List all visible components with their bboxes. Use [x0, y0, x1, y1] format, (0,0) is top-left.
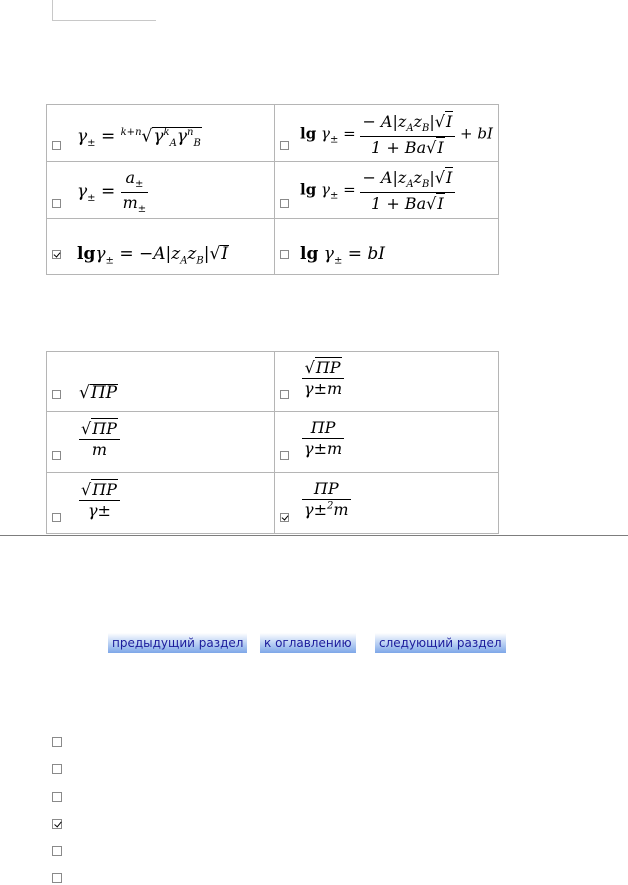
option-cell[interactable]: [275, 219, 499, 275]
checkbox[interactable]: [280, 513, 289, 522]
checkbox[interactable]: [52, 199, 61, 208]
formula: $\lg\gamma_\pm = -A|z_Az_B|√I$: [77, 244, 229, 267]
formula: $\gamma_\pm$ = $\frac{a_\pm}{m_\pm}$: [77, 168, 147, 215]
option-cell[interactable]: [275, 473, 499, 534]
option-cell[interactable]: [47, 412, 275, 473]
checkbox[interactable]: [52, 451, 61, 460]
next-section-button[interactable]: следующий раздел: [375, 633, 506, 653]
option-cell[interactable]: [275, 352, 499, 412]
formula: $\lg \gamma_\pm$ = $\frac{- A|z_Az_B|√I}{1 + Ba√I}$: [300, 167, 455, 214]
list-checkbox[interactable]: [52, 792, 62, 802]
checkbox[interactable]: [280, 250, 289, 259]
formula: $\frac{√ПР}{\gamma\pm m}$: [304, 358, 343, 398]
answer-grid-1: [46, 104, 499, 275]
answer-input-box[interactable]: [52, 0, 156, 21]
divider: [0, 535, 628, 536]
option-cell[interactable]: [47, 352, 275, 412]
checkbox[interactable]: [280, 141, 289, 150]
answer-grid-2: [46, 351, 499, 534]
formula: $\frac{√ПР}{\gamma\pm}$: [79, 479, 120, 521]
checkbox[interactable]: [280, 451, 289, 460]
toc-button[interactable]: к оглавлению: [260, 633, 356, 653]
option-cell[interactable]: [47, 473, 275, 534]
formula: $\lg \gamma_\pm$ = bI: [300, 244, 385, 267]
checkbox[interactable]: [52, 141, 61, 150]
option-cell[interactable]: [47, 219, 275, 275]
list-checkbox[interactable]: [52, 846, 62, 856]
formula: √ПР: [79, 383, 118, 403]
checkbox[interactable]: [280, 390, 289, 399]
option-cell[interactable]: [47, 162, 275, 219]
checkbox[interactable]: [52, 513, 61, 522]
formula: $\frac{√ПР}{m}$: [79, 418, 120, 460]
checkbox[interactable]: [52, 390, 61, 399]
list-checkbox[interactable]: [52, 737, 62, 747]
formula: $\gamma_\pm = ^{k+n}√\gamma^k_A\gamma^n_B$: [77, 126, 201, 150]
formula: $\lg \gamma_\pm$ = $\frac{- A|z_Az_B|√I}{1 + Ba√I}$ + bI: [300, 112, 493, 157]
option-cell[interactable]: [275, 162, 499, 219]
list-checkbox[interactable]: [52, 764, 62, 774]
option-cell[interactable]: [275, 105, 499, 162]
checkbox[interactable]: [52, 250, 61, 259]
option-cell[interactable]: [275, 412, 499, 473]
list-checkbox[interactable]: [52, 873, 62, 883]
option-cell[interactable]: [47, 105, 275, 162]
checkbox[interactable]: [280, 199, 289, 208]
list-checkbox[interactable]: [52, 819, 62, 829]
formula: $\frac{ПР}{\gamma\pm m}$: [304, 418, 343, 458]
formula: $\frac{ПР}{\gamma\pm^2m}$: [304, 479, 349, 519]
prev-section-button[interactable]: предыдущий раздел: [108, 633, 247, 653]
